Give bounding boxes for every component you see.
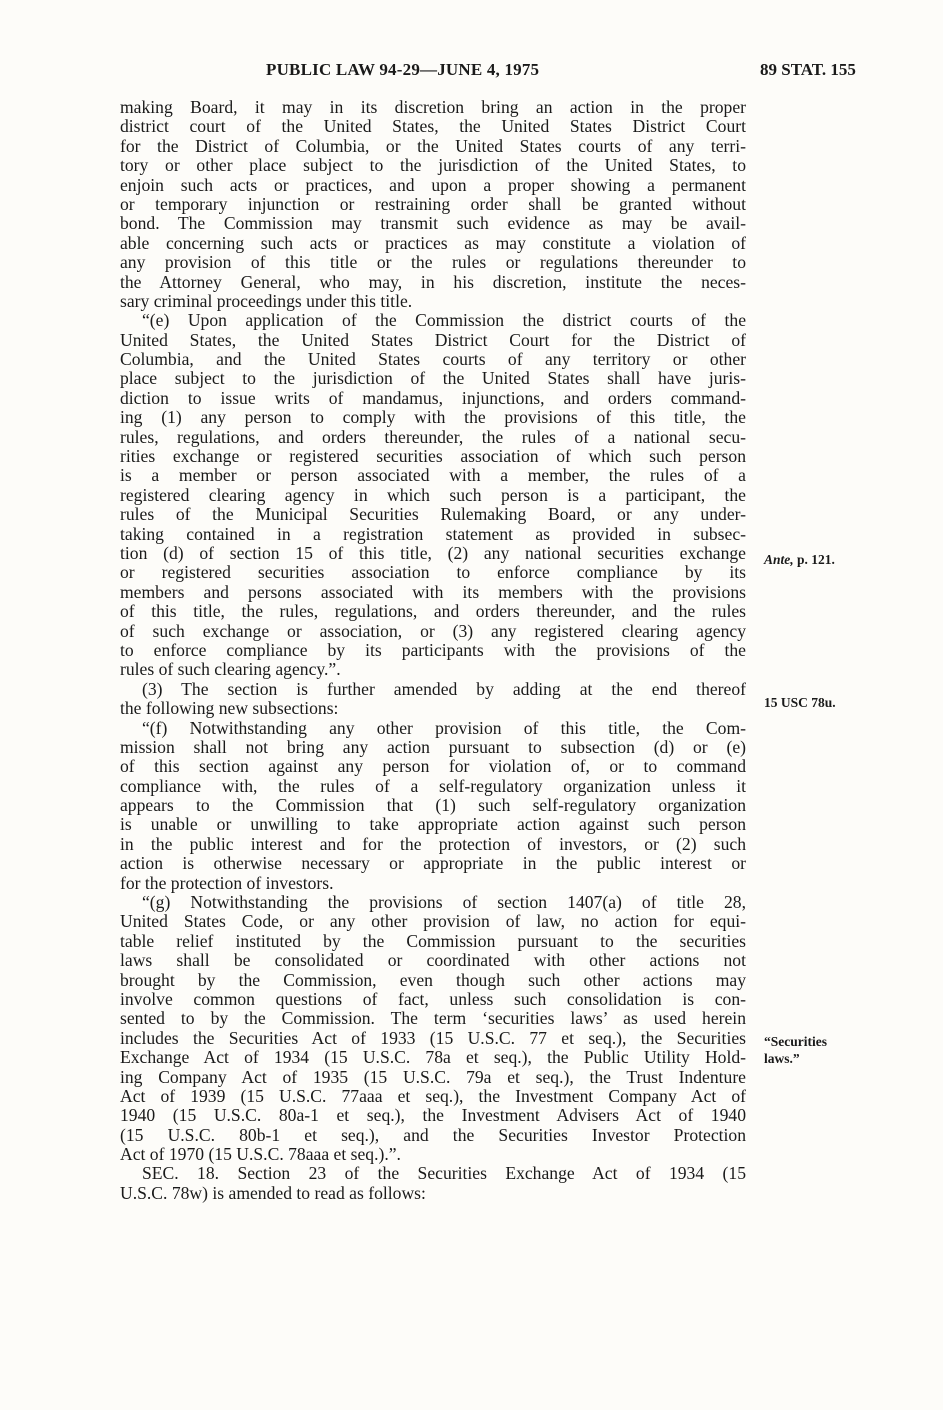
body-line: registered clearing agency in which such person is a participant, the bbox=[120, 485, 746, 505]
margin-note-ante-italic: Ante, bbox=[764, 552, 794, 567]
body-line: place subject to the jurisdiction of the United States shall have juris- bbox=[120, 369, 746, 389]
body-line: or temporary injunction or restraining order shall be granted without bbox=[120, 194, 746, 214]
margin-note-securities-line1: “Securities bbox=[764, 1034, 827, 1049]
body-line: is unable or unwilling to take appropriate action against such person bbox=[120, 815, 746, 835]
body-line: for the protection of investors. bbox=[120, 873, 334, 893]
body-line: the following new subsections: bbox=[120, 699, 339, 719]
body-line: or registered securities association to enforce compliance by its bbox=[120, 563, 746, 583]
body-line: U.S.C. 78w) is amended to read as follows: bbox=[120, 1183, 426, 1203]
body-line: “(f) Notwithstanding any other provision of this title, the Com- bbox=[142, 718, 746, 738]
body-line: rules of the Municipal Securities Rulemaking Board, or any under- bbox=[120, 505, 746, 525]
running-head-title: PUBLIC LAW 94-29—JUNE 4, 1975 bbox=[266, 60, 540, 79]
body-line: making Board, it may in its discretion bring an action in the proper bbox=[120, 98, 746, 117]
body-line: the Attorney General, who may, in his discretion, institute the neces- bbox=[120, 272, 746, 292]
body-line: appears to the Commission that (1) such self-regulatory organization bbox=[120, 796, 746, 816]
body-line: United States, the United States District Court for the District of bbox=[120, 330, 746, 350]
margin-note-securities-line2: laws.” bbox=[764, 1051, 800, 1066]
body-line: bond. The Commission may transmit such evidence as may be avail- bbox=[120, 214, 746, 234]
body-line: 1940 (15 U.S.C. 80a-1 et seq.), the Investment Advisers Act of 1940 bbox=[120, 1106, 746, 1126]
body-line: table relief instituted by the Commission pursuant to the securities bbox=[120, 931, 746, 951]
body-line: district court of the United States, the United States District Court bbox=[120, 117, 746, 137]
body-line: United States Code, or any other provision of law, no action for equi- bbox=[120, 912, 746, 932]
body-text bbox=[120, 98, 746, 1203]
margin-note-ante-page: p. 121. bbox=[793, 552, 835, 567]
body-line: able concerning such acts or practices as may constitute a violation of bbox=[120, 233, 746, 253]
body-line: sary criminal proceedings under this title. bbox=[120, 291, 413, 311]
body-line: Exchange Act of 1934 (15 U.S.C. 78a et seq.), the Public Utility Hold- bbox=[120, 1048, 746, 1068]
body-line: any provision of this title or the rules or regulations thereunder to bbox=[120, 253, 746, 273]
body-line: rules, regulations, and orders thereunder, the rules of a national secu- bbox=[120, 427, 746, 447]
body-line: sented to by the Commission. The term ‘securities laws’ as used herein bbox=[120, 1009, 746, 1029]
body-line: is a member or person associated with a member, the rules of a bbox=[120, 466, 746, 486]
body-line: tion (d) of section 15 of this title, (2) any national securities exchange bbox=[120, 543, 746, 563]
body-line: enjoin such acts or practices, and upon a proper showing a permanent bbox=[120, 175, 746, 195]
body-line: compliance with, the rules of a self-regulatory organization unless it bbox=[120, 776, 746, 796]
body-line: of this section against any person for violation of, or to command bbox=[120, 757, 746, 777]
body-line: mission shall not bring any action pursuant to subsection (d) or (e) bbox=[120, 737, 746, 757]
body-line: “(g) Notwithstanding the provisions of section 1407(a) of title 28, bbox=[142, 893, 746, 913]
body-line: to enforce compliance by its participants with the provisions of the bbox=[120, 640, 746, 660]
body-line: laws shall be consolidated or coordinated with other actions not bbox=[120, 951, 746, 971]
margin-note-securities-laws bbox=[764, 1033, 827, 1067]
body-line: tory or other place subject to the jurisdiction of the United States, to bbox=[120, 156, 746, 176]
body-line: “(e) Upon application of the Commission the district courts of the bbox=[142, 311, 746, 331]
body-line: ing (1) any person to comply with the provisions of this title, the bbox=[120, 408, 746, 428]
body-line: rules of such clearing agency.”. bbox=[120, 660, 341, 680]
body-line: for the District of Columbia, or the United States courts of any terri- bbox=[120, 136, 746, 156]
body-line: rities exchange or registered securities association of which such person bbox=[120, 447, 746, 467]
body-line: (3) The section is further amended by adding at the end thereof bbox=[142, 679, 746, 699]
body-line: members and persons associated with its members with the provisions bbox=[120, 582, 746, 602]
body-line: in the public interest and for the protection of investors, or (2) such bbox=[120, 834, 746, 854]
body-line: involve common questions of fact, unless such consolidation is con- bbox=[120, 989, 746, 1009]
margin-note-ante bbox=[764, 551, 835, 568]
body-line: of such exchange or association, or (3) any registered clearing agency bbox=[120, 621, 746, 641]
body-line: of this title, the rules, regulations, and orders thereunder, and the rules bbox=[120, 602, 746, 622]
body-line: diction to issue writs of mandamus, injunctions, and orders command- bbox=[120, 388, 746, 408]
margin-note-usc: 15 USC 78u. bbox=[764, 695, 836, 710]
body-line: action is otherwise necessary or appropriate in the public interest or bbox=[120, 854, 746, 874]
statute-page-number: 89 STAT. 155 bbox=[760, 60, 856, 79]
body-line: includes the Securities Act of 1933 (15 U.S.C. 77 et seq.), the Securities bbox=[120, 1028, 746, 1048]
body-line: taking contained in a registration statement as provided in subsec- bbox=[120, 524, 746, 544]
body-line: Act of 1939 (15 U.S.C. 77aaa et seq.), the Investment Company Act of bbox=[120, 1086, 746, 1106]
body-line: (15 U.S.C. 80b-1 et seq.), and the Securities Investor Protection bbox=[120, 1125, 746, 1145]
body-line: brought by the Commission, even though such other actions may bbox=[120, 970, 746, 990]
body-line: Columbia, and the United States courts of any territory or other bbox=[120, 350, 746, 370]
body-line: ing Company Act of 1935 (15 U.S.C. 79a et seq.), the Trust Indenture bbox=[120, 1067, 746, 1087]
body-line: Act of 1970 (15 U.S.C. 78aaa et seq.).”. bbox=[120, 1145, 401, 1165]
body-line: SEC. 18. Section 23 of the Securities Exchange Act of 1934 (15 bbox=[142, 1164, 746, 1184]
